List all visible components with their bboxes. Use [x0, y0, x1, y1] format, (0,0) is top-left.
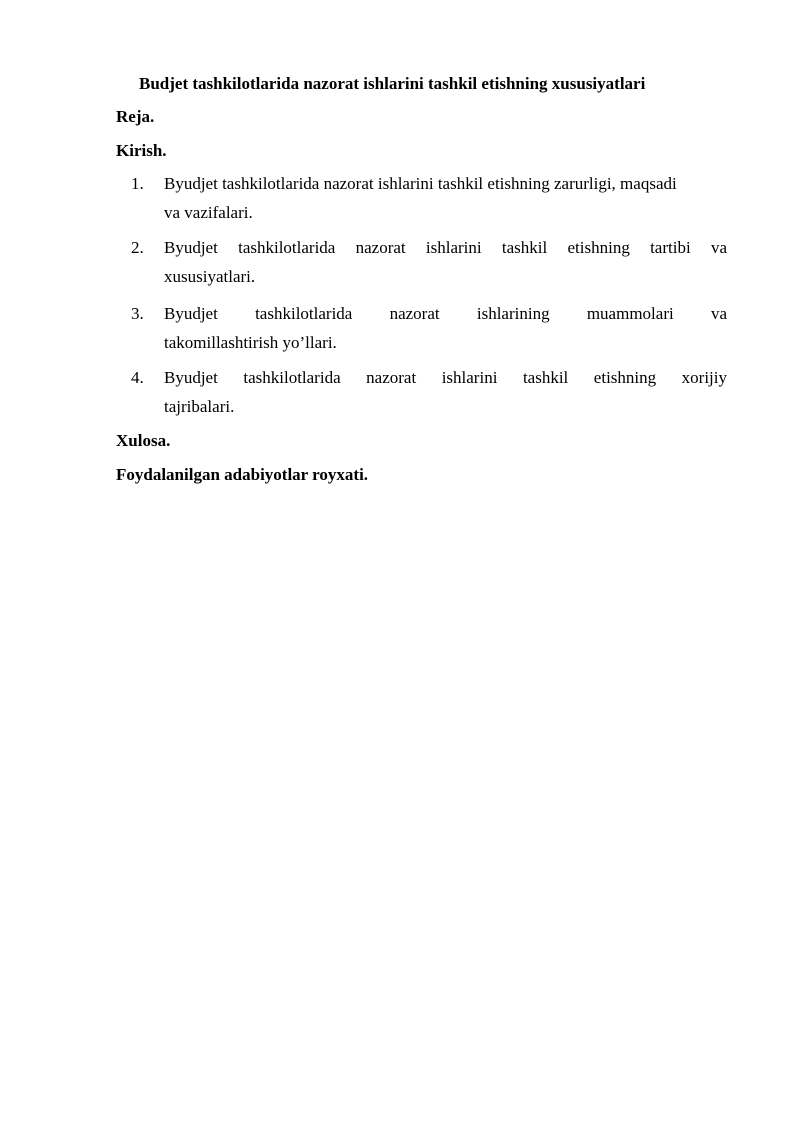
list-item-text-line: Byudjet tashkilotlarida nazorat ishlarini tashkil etishning zarurligi, maqsadi — [164, 174, 677, 193]
references-heading: Foydalanilgan adabiyotlar royxati. — [116, 465, 369, 484]
list-item-text-line: Byudjet tashkilotlarida nazorat ishlarini tashkil etishning tartibi va — [164, 238, 727, 257]
list-item-text-line: tajribalari. — [164, 397, 235, 416]
list-item-text-line: xususiyatlari. — [164, 267, 256, 286]
list-item-number: 1. — [131, 174, 144, 193]
list-item-text-line: Byudjet tashkilotlarida nazorat ishlarining muammolari va — [164, 304, 727, 323]
list-item-number: 2. — [131, 238, 144, 257]
list-item-text-line: va vazifalari. — [164, 203, 253, 222]
list-item-text-line: takomillashtirish yo’llari. — [164, 333, 337, 352]
conclusion-heading: Xulosa. — [116, 431, 171, 450]
list-item-number: 4. — [131, 368, 144, 387]
intro-heading: Kirish. — [116, 141, 167, 160]
document-title: Budjet tashkilotlarida nazorat ishlarini tashkil etishning xususiyatlari — [139, 74, 646, 93]
plan-heading: Reja. — [116, 107, 155, 126]
list-item-text-line: Byudjet tashkilotlarida nazorat ishlarini tashkil etishning xorijiy — [164, 368, 727, 387]
list-item-number: 3. — [131, 304, 144, 323]
